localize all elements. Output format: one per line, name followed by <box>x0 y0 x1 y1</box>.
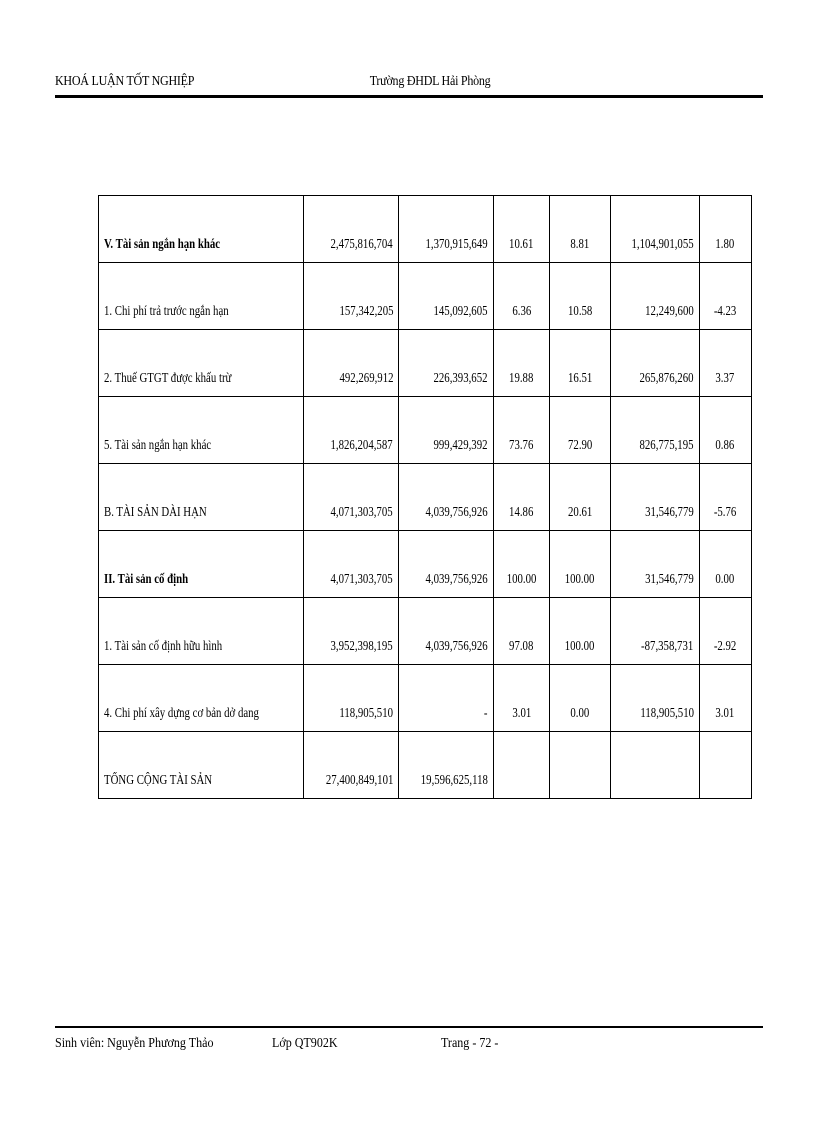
value-cell-c4 <box>549 330 610 397</box>
value-cell-c2 <box>399 531 494 598</box>
cell-value: 100.00 <box>565 571 595 586</box>
value-cell-c5 <box>610 464 699 531</box>
cell-value: 10.61 <box>509 236 534 251</box>
cell-value: - <box>484 705 488 720</box>
cell-value: 72.90 <box>567 437 593 452</box>
value-cell-c5 <box>610 598 699 665</box>
value-cell-c2 <box>399 330 494 397</box>
footer-divider <box>55 1026 763 1028</box>
row-label-cell <box>99 330 304 397</box>
row-label: 4. Chi phí xây dựng cơ bản dở dang <box>104 705 259 720</box>
value-cell-c3 <box>493 464 549 531</box>
cell-value: 4,071,303,705 <box>330 504 394 519</box>
value-cell-c2 <box>399 732 494 799</box>
row-label: 5. Tài sản ngắn hạn khác <box>104 437 212 452</box>
value-cell-c5 <box>610 196 699 263</box>
value-cell-c4 <box>549 397 610 464</box>
value-cell-c6 <box>699 665 751 732</box>
table-row <box>99 196 752 263</box>
cell-value: 826,775,195 <box>639 437 694 452</box>
cell-value: 3.01 <box>512 705 531 720</box>
row-label-cell <box>99 397 304 464</box>
cell-value: 4,039,756,926 <box>425 504 488 519</box>
row-label: TỔNG CỘNG TÀI SẢN <box>104 772 213 787</box>
table-row <box>99 732 752 799</box>
asset-table <box>98 195 752 799</box>
value-cell-c3 <box>493 330 549 397</box>
cell-value: 0.86 <box>715 437 735 452</box>
value-cell-c4 <box>549 665 610 732</box>
cell-value: -5.76 <box>713 504 737 519</box>
cell-value: 3.37 <box>715 370 735 385</box>
cell-value: 492,269,912 <box>339 370 394 385</box>
cell-value: 14.86 <box>509 504 534 519</box>
cell-value: 6.36 <box>512 303 531 318</box>
value-cell-c3 <box>493 531 549 598</box>
cell-value: 3.01 <box>715 705 735 720</box>
cell-value: 31,546,779 <box>644 571 694 586</box>
cell-value: 100.00 <box>565 638 595 653</box>
value-cell-c2 <box>399 665 494 732</box>
value-cell-c6 <box>699 397 751 464</box>
value-cell-c4 <box>549 732 610 799</box>
value-cell-c3 <box>493 665 549 732</box>
table-row <box>99 464 752 531</box>
cell-value: 226,393,652 <box>433 370 488 385</box>
value-cell-c3 <box>493 732 549 799</box>
row-label-cell <box>99 598 304 665</box>
row-label-cell <box>99 263 304 330</box>
cell-value: 4,071,303,705 <box>330 571 394 586</box>
value-cell-c6 <box>699 263 751 330</box>
value-cell-c1 <box>303 598 398 665</box>
value-cell-c6 <box>699 732 751 799</box>
cell-value: 8.81 <box>570 236 590 251</box>
value-cell-c2 <box>399 464 494 531</box>
table-row <box>99 598 752 665</box>
value-cell-c5 <box>610 665 699 732</box>
cell-value: 19.88 <box>509 370 534 385</box>
value-cell-c2 <box>399 263 494 330</box>
row-label-cell <box>99 531 304 598</box>
student-name: Sinh viên: Nguyễn Phương Thảo <box>55 1036 214 1051</box>
page-number: Trang - 72 - <box>441 1036 499 1051</box>
value-cell-c4 <box>549 196 610 263</box>
table-body <box>99 196 752 799</box>
value-cell-c3 <box>493 196 549 263</box>
cell-value: 118,905,510 <box>339 705 394 720</box>
cell-value: 16.51 <box>567 370 593 385</box>
cell-value: 97.08 <box>509 638 534 653</box>
cell-value: 12,249,600 <box>644 303 694 318</box>
cell-value: 1,370,915,649 <box>425 236 488 251</box>
cell-value: 20.61 <box>567 504 593 519</box>
cell-value: 100.00 <box>506 571 537 586</box>
value-cell-c4 <box>549 598 610 665</box>
cell-value: 999,429,392 <box>433 437 488 452</box>
value-cell-c5 <box>610 732 699 799</box>
value-cell-c4 <box>549 263 610 330</box>
table-row <box>99 531 752 598</box>
class-code: Lớp QT902K <box>272 1036 338 1051</box>
cell-value: 73.76 <box>509 437 534 452</box>
row-label: 1. Chi phí trả trước ngắn hạn <box>104 303 229 318</box>
value-cell-c3 <box>493 263 549 330</box>
value-cell-c1 <box>303 665 398 732</box>
cell-value: -87,358,731 <box>641 638 694 653</box>
cell-value: 145,092,605 <box>433 303 488 318</box>
value-cell-c5 <box>610 397 699 464</box>
cell-value: 4,039,756,926 <box>425 638 488 653</box>
cell-value: 0.00 <box>570 705 590 720</box>
page-footer <box>55 1036 763 1056</box>
value-cell-c1 <box>303 263 398 330</box>
cell-value: 2,475,816,704 <box>330 236 394 251</box>
cell-value: 10.58 <box>567 303 593 318</box>
value-cell-c5 <box>610 531 699 598</box>
value-cell-c2 <box>399 196 494 263</box>
value-cell-c5 <box>610 330 699 397</box>
table-row <box>99 397 752 464</box>
row-label-cell <box>99 464 304 531</box>
value-cell-c1 <box>303 531 398 598</box>
row-label: V. Tài sản ngắn hạn khác <box>104 236 221 251</box>
value-cell-c6 <box>699 464 751 531</box>
value-cell-c3 <box>493 598 549 665</box>
value-cell-c6 <box>699 531 751 598</box>
table-row <box>99 665 752 732</box>
cell-value: 265,876,260 <box>639 370 694 385</box>
row-label: B. TÀI SẢN DÀI HẠN <box>104 504 207 519</box>
cell-value: 27,400,849,101 <box>325 772 394 787</box>
value-cell-c2 <box>399 598 494 665</box>
cell-value: -2.92 <box>713 638 737 653</box>
cell-value: 31,546,779 <box>644 504 694 519</box>
value-cell-c6 <box>699 598 751 665</box>
cell-value: 1,826,204,587 <box>330 437 394 452</box>
value-cell-c1 <box>303 732 398 799</box>
cell-value: 4,039,756,926 <box>425 571 488 586</box>
thesis-title: KHOÁ LUẬN TỐT NGHIỆP <box>55 74 195 89</box>
row-label-cell <box>99 665 304 732</box>
cell-value: 0.00 <box>715 571 735 586</box>
value-cell-c1 <box>303 464 398 531</box>
value-cell-c1 <box>303 196 398 263</box>
value-cell-c6 <box>699 196 751 263</box>
cell-value: 19,596,625,118 <box>420 772 488 787</box>
value-cell-c3 <box>493 397 549 464</box>
row-label: 2. Thuế GTGT được khấu trừ <box>104 370 232 385</box>
value-cell-c4 <box>549 464 610 531</box>
value-cell-c2 <box>399 397 494 464</box>
table-row <box>99 330 752 397</box>
value-cell-c5 <box>610 263 699 330</box>
table-row <box>99 263 752 330</box>
header-divider <box>55 95 763 98</box>
value-cell-c6 <box>699 330 751 397</box>
row-label: II. Tài sản cố định <box>104 571 189 586</box>
cell-value: 3,952,398,195 <box>330 638 394 653</box>
value-cell-c1 <box>303 330 398 397</box>
cell-value: 1,104,901,055 <box>631 236 694 251</box>
row-label-cell <box>99 732 304 799</box>
value-cell-c1 <box>303 397 398 464</box>
page-header <box>55 72 664 94</box>
university-name: Trường ĐHDL Hải Phòng <box>369 74 491 89</box>
value-cell-c4 <box>549 531 610 598</box>
cell-value: 1.80 <box>715 236 735 251</box>
cell-value: -4.23 <box>713 303 737 318</box>
cell-value: 118,905,510 <box>639 705 694 720</box>
row-label: 1. Tài sản cố định hữu hình <box>104 638 223 653</box>
row-label-cell <box>99 196 304 263</box>
cell-value: 157,342,205 <box>339 303 394 318</box>
